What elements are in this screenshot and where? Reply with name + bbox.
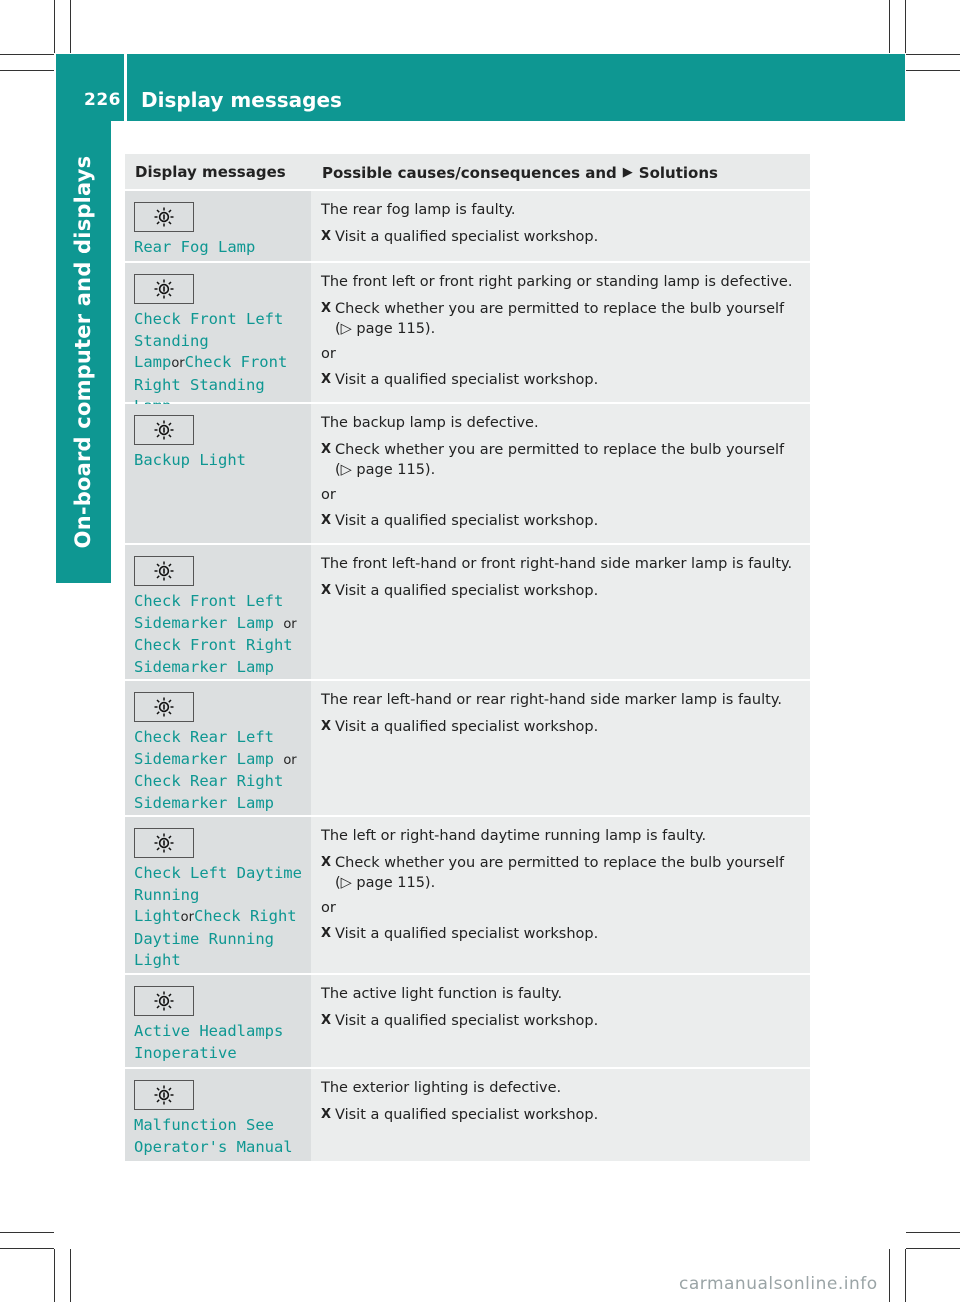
table-row <box>125 261 810 402</box>
action-step: X Check whether you are permitted to replace the bulb yourself <box>321 852 802 874</box>
action-step: X Visit a qualified specialist workshop. <box>321 510 802 532</box>
action-marker: X <box>321 583 332 598</box>
display-message: Rear Fog Lamp <box>134 238 256 256</box>
solution-cell <box>311 545 810 679</box>
action-step: X Visit a qualified specialist workshop. <box>321 580 802 602</box>
section-title: Display messages <box>141 88 342 112</box>
solution-cell <box>311 191 810 261</box>
action-step: X Check whether you are permitted to replace the bulb yourself <box>321 298 802 320</box>
or-text: or <box>321 900 336 916</box>
lamp-warning-icon <box>134 274 194 304</box>
or-text: or <box>321 346 336 362</box>
lamp-warning-icon <box>134 415 194 445</box>
message-cell <box>125 404 311 543</box>
cause-text: The left or right-hand daytime running lamp is faulty. <box>321 828 707 844</box>
display-message: Check Front Left Standing LamporCheck Front Right Standing <box>134 310 288 394</box>
table-header <box>125 154 810 189</box>
table-row <box>125 543 810 679</box>
table-row <box>125 973 810 1067</box>
crop-mark <box>0 1232 54 1233</box>
action-step: X Check whether you are permitted to replace the bulb yourself <box>321 439 802 461</box>
action-step: X Visit a qualified specialist workshop. <box>321 369 802 391</box>
header-causes-text: Possible causes/consequences and <box>322 164 617 182</box>
header-display-messages: Display messages <box>135 163 286 181</box>
display-messages-table <box>125 154 810 1161</box>
action-marker: X <box>321 372 332 387</box>
display-message: Check Left Daytime Running LightorCheck Right Daytime Running Light <box>134 864 302 969</box>
message-cell <box>125 817 311 973</box>
page-reference: (▷ page 115). <box>335 875 436 891</box>
cause-text: The exterior lighting is defective. <box>321 1080 562 1096</box>
solution-arrow-icon: ▶ <box>622 165 633 180</box>
action-marker: X <box>321 719 332 734</box>
message-cell <box>125 263 311 402</box>
or-text: or <box>321 487 336 503</box>
lamp-warning-icon <box>134 556 194 586</box>
crop-mark <box>54 0 55 53</box>
display-message: Check Rear Left Sidemarker Lamp or Check Rear Right Sidemarker Lamp <box>134 728 297 812</box>
page-number: 226 <box>84 90 121 110</box>
display-message: Check Front Left Sidemarker Lamp or Check Front Right Sidemarker Lamp <box>134 592 297 676</box>
message-cell <box>125 681 311 815</box>
side-tab-label: On-board computer and displays <box>71 155 95 549</box>
message-cell <box>125 1069 311 1161</box>
table-row <box>125 189 810 261</box>
watermark: carmanualsonline.info <box>679 1274 878 1294</box>
lamp-warning-icon <box>134 828 194 858</box>
crop-mark <box>54 1249 55 1302</box>
solution-cell <box>311 263 810 402</box>
lamp-warning-icon <box>134 986 194 1016</box>
table-row <box>125 815 810 973</box>
cause-text: The rear left-hand or rear right-hand side marker lamp is faulty. <box>321 692 782 708</box>
message-cell <box>125 191 311 261</box>
table-row <box>125 402 810 543</box>
message-cell <box>125 975 311 1067</box>
header-causes-solutions <box>311 154 810 189</box>
crop-mark <box>905 0 906 53</box>
crop-mark <box>906 1232 960 1233</box>
cause-text: The backup lamp is defective. <box>321 415 539 431</box>
action-marker: X <box>321 442 332 457</box>
lamp-warning-icon <box>134 692 194 722</box>
action-step: X Visit a qualified specialist workshop. <box>321 1010 802 1032</box>
action-step: X Visit a qualified specialist workshop. <box>321 226 802 248</box>
crop-mark <box>906 1248 960 1249</box>
action-marker: X <box>321 301 332 316</box>
table-row <box>125 1067 810 1161</box>
crop-mark <box>905 1249 906 1302</box>
action-marker: X <box>321 926 332 941</box>
crop-mark <box>0 1248 54 1249</box>
action-step: X Visit a qualified specialist workshop. <box>321 1104 802 1126</box>
lamp-warning-icon <box>134 1080 194 1110</box>
cause-text: The front left-hand or front right-hand side marker lamp is faulty. <box>321 556 793 572</box>
page-reference: (▷ page 115). <box>335 462 436 478</box>
cause-text: The rear fog lamp is faulty. <box>321 202 516 218</box>
action-marker: X <box>321 513 332 528</box>
solution-cell <box>311 975 810 1067</box>
message-cell <box>125 545 311 679</box>
solution-cell <box>311 817 810 973</box>
cause-text: The front left or front right parking or standing lamp is defective. <box>321 274 793 290</box>
crop-mark <box>889 1249 890 1302</box>
crop-mark <box>906 54 960 55</box>
table-row <box>125 679 810 815</box>
action-step: X Visit a qualified specialist workshop. <box>321 923 802 945</box>
solution-cell <box>311 404 810 543</box>
crop-mark <box>906 70 960 71</box>
lamp-warning-icon <box>134 202 194 232</box>
crop-mark <box>0 54 54 55</box>
header-separator <box>124 54 127 121</box>
crop-mark <box>70 1249 71 1302</box>
solution-cell <box>311 681 810 815</box>
action-marker: X <box>321 1107 332 1122</box>
display-message: Backup Light <box>134 451 246 469</box>
solution-cell <box>311 1069 810 1161</box>
header-solutions-text: Solutions <box>638 164 718 182</box>
crop-mark <box>70 0 71 53</box>
crop-mark <box>889 0 890 53</box>
crop-mark <box>0 70 54 71</box>
page-reference: (▷ page 115). <box>335 321 436 337</box>
action-marker: X <box>321 229 332 244</box>
action-marker: X <box>321 1013 332 1028</box>
action-marker: X <box>321 855 332 870</box>
display-message: Malfunction See Operator's Manual <box>134 1116 293 1156</box>
action-step: X Visit a qualified specialist workshop. <box>321 716 802 738</box>
display-message: Active Headlamps Inoperative <box>134 1022 284 1062</box>
cause-text: The active light function is faulty. <box>321 986 563 1002</box>
